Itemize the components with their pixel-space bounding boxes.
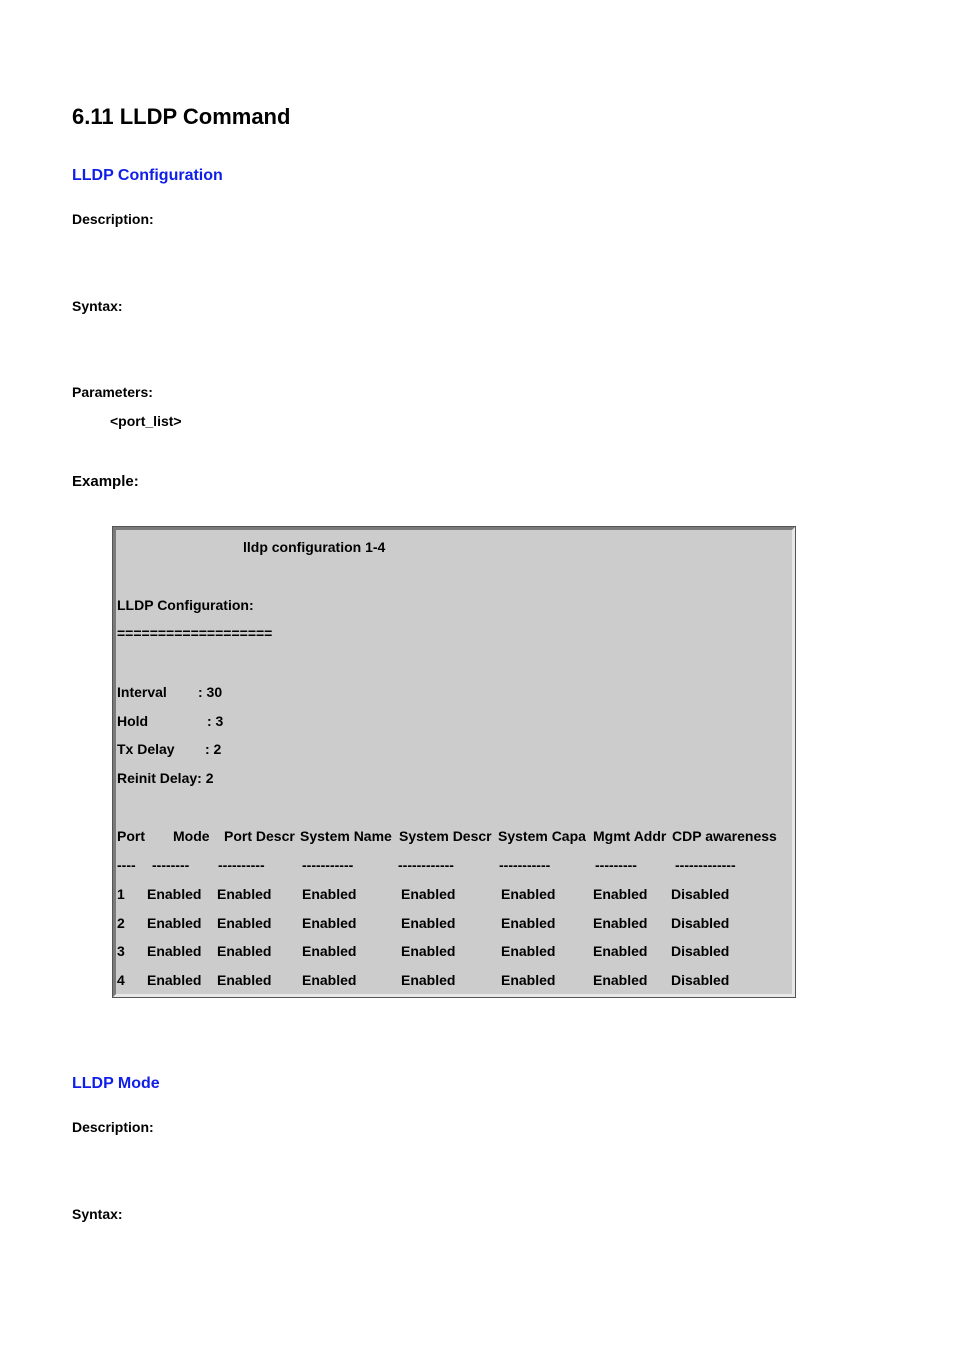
table-header-cell: Port: [117, 828, 145, 844]
table-cell: Enabled: [593, 972, 648, 989]
table-cell: Disabled: [671, 886, 730, 902]
table-cell: Disabled: [671, 972, 730, 989]
table-cell: Enabled: [401, 886, 456, 902]
table-cell: Enabled: [302, 886, 357, 902]
table-header-rule: ----: [117, 857, 136, 873]
console-underline: ===================: [117, 625, 273, 641]
table-cell: Enabled: [593, 914, 648, 931]
table-cell: Enabled: [217, 886, 272, 902]
parameters-label: Parameters:: [72, 384, 153, 400]
table-cell: Enabled: [302, 972, 357, 989]
table-header-cell: System Name: [300, 828, 392, 844]
table-cell: Enabled: [147, 972, 202, 989]
table-header-rule: ---------: [595, 857, 637, 873]
table-header-rule: ----------: [218, 857, 265, 873]
param-port-list: <port_list>: [110, 413, 182, 429]
syntax-label: Syntax:: [72, 298, 123, 314]
console-title: LLDP Configuration:: [117, 597, 254, 613]
table-cell: Enabled: [593, 943, 648, 960]
table-cell: 3: [117, 943, 125, 960]
page-title: 6.11 LLDP Command: [72, 104, 291, 129]
table-cell: Enabled: [217, 943, 272, 960]
hold-label: Hold: [117, 713, 149, 729]
table-cell: 4: [117, 972, 125, 989]
table-cell: Enabled: [302, 914, 357, 931]
table-header-rule: --------: [152, 857, 190, 873]
txdelay-value: : 2: [205, 741, 222, 757]
table-cell: Enabled: [217, 972, 272, 989]
hold-value: : 3: [207, 713, 224, 729]
table-cell: Enabled: [501, 914, 556, 931]
table-header-cell: System Descr: [399, 828, 492, 844]
console-output: [113, 527, 795, 997]
table-header-cell: Port Descr: [224, 828, 295, 844]
table-header-cell: System Capa: [498, 828, 586, 844]
table-cell: 1: [117, 886, 125, 902]
table-cell: Enabled: [147, 943, 202, 960]
table-cell: Disabled: [671, 914, 730, 931]
lldp-mode-description-label: Description:: [72, 1119, 154, 1135]
table-cell: Enabled: [217, 914, 272, 931]
table-cell: Enabled: [501, 886, 556, 902]
table-cell: Enabled: [147, 886, 202, 902]
lldp-mode-heading: LLDP Mode: [72, 1075, 160, 1092]
table-header-rule: -----------: [499, 857, 551, 873]
description-label: Description:: [72, 211, 154, 227]
table-header-cell: Mode: [173, 828, 210, 844]
txdelay-label: Tx Delay: [117, 741, 175, 757]
table-header-rule: -----------: [302, 857, 354, 873]
example-label: Example:: [72, 473, 139, 490]
table-header-rule: ------------: [398, 857, 454, 873]
table-cell: Enabled: [401, 972, 456, 989]
table-cell: Enabled: [147, 914, 202, 931]
table-cell: Enabled: [401, 914, 456, 931]
reinit-delay: Reinit Delay: 2: [117, 770, 214, 786]
table-cell: Enabled: [593, 886, 648, 902]
console-command: lldp configuration 1-4: [243, 539, 386, 555]
table-cell: Disabled: [671, 943, 730, 960]
lldp-configuration-heading: LLDP Configuration: [72, 167, 223, 184]
table-header-cell: CDP awareness: [672, 828, 777, 844]
table-cell: Enabled: [501, 972, 556, 989]
table-cell: Enabled: [401, 943, 456, 960]
table-cell: 2: [117, 914, 125, 931]
lldp-mode-syntax-label: Syntax:: [72, 1206, 123, 1222]
interval-value: : 30: [198, 684, 223, 700]
interval-label: Interval: [117, 684, 167, 700]
table-cell: Enabled: [501, 943, 556, 960]
table-header-rule: -------------: [675, 857, 736, 873]
table-header-cell: Mgmt Addr: [593, 828, 667, 844]
table-cell: Enabled: [302, 943, 357, 960]
